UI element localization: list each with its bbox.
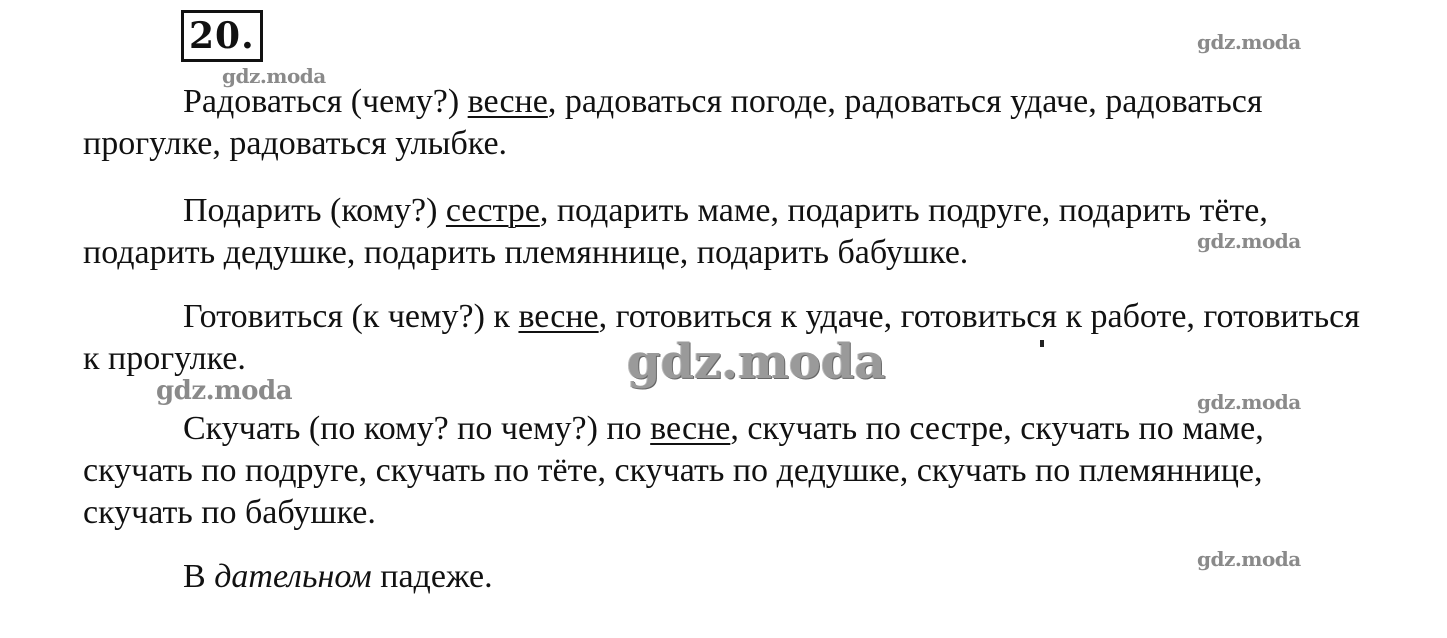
paragraph-2-text-start: Подарить (кому?) [183,192,446,229]
paragraph-3-text-end: , готовиться к удаче, готовиться к работе, готовиться к прогулке. [83,298,1360,377]
paragraph-2-underlined-word: сестре [445,192,540,229]
stray-ink-mark [1040,340,1044,347]
paragraph-1-underlined-word: весне [467,83,548,120]
conclusion-text-start: В [183,558,215,595]
paragraph-4-text-start: Скучать (по кому? по чему?) по [183,410,651,447]
task-number: 20. [181,10,263,62]
paragraph-4-text-end: , скучать по сестре, скучать по маме, скучать по подруге, скучать по тёте, скучать по дедушке, скучать по племяннице, скучать по бабушке. [83,410,1264,531]
paragraph-1-text-start: Радоваться (чему?) [183,83,468,120]
conclusion-text-end: падеже. [371,558,493,595]
conclusion-italic-word: дательном [214,558,372,595]
watermark-center: gdz.moda [627,334,886,390]
watermark-top-right: gdz.moda [1197,30,1301,54]
watermark-right-3: gdz.moda [1197,390,1301,414]
paragraph-3-underlined-word: весне [518,298,599,335]
watermark-top-left: gdz.moda [222,64,326,88]
paragraph-1-text-end: , радоваться погоде, радоваться удаче, радоваться прогулке, радоваться улыбке. [83,83,1263,162]
paragraph-3-text-start: Готовиться (к чему?) к [183,298,519,335]
paragraph-2 [83,190,1373,274]
watermark-bottom-right: gdz.moda [1197,547,1301,571]
paragraph-4-underlined-word: весне [650,410,731,447]
paragraph-2-text-end: , подарить маме, подарить подруге, подарить тёте, подарить дедушке, подарить племяннице, подарить бабушке. [83,192,1268,271]
paragraph-4 [83,408,1373,534]
watermark-left: gdz.moda [156,376,293,406]
paragraph-1 [83,81,1373,165]
watermark-right-2: gdz.moda [1197,229,1301,253]
conclusion-line [83,556,1373,598]
